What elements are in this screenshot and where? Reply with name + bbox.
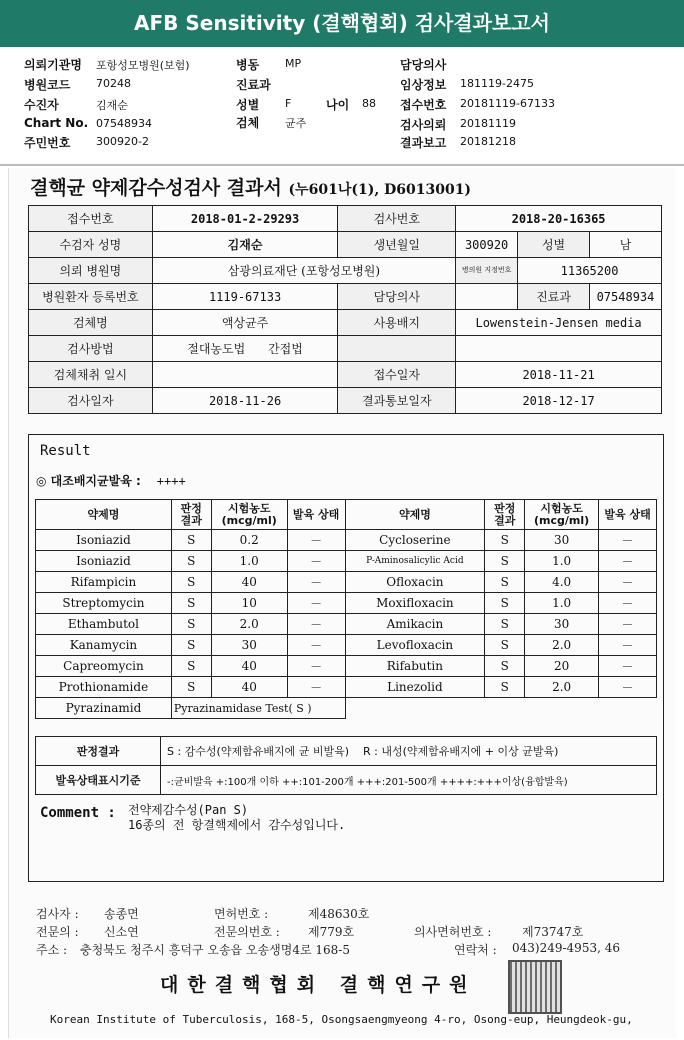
method-cell [152,336,338,362]
left-judge-cell: S [171,572,211,593]
dept-doc: 07548934 [589,284,661,310]
notify-date: 2018-12-17 [456,388,662,414]
right-growth-cell: － [599,572,657,593]
control-growth-label: ◎ 대조배지균발육 : [36,474,141,488]
address: 충청북도 청주시 흥덕구 오송읍 오송생명4로 168-5 [80,943,350,957]
sex-label: 성별 [236,98,260,112]
left-growth-cell: － [287,614,345,635]
receipt-no: 2018-01-2-29293 [152,206,338,232]
right-judge-cell: S [485,635,525,656]
comment-label: Comment : [40,805,116,821]
table-row [29,284,662,310]
doctor-doc [456,284,518,310]
left-judge-cell: S [171,530,211,551]
specialist-no-label: 전문의번호 : [214,925,280,939]
doctor-label-doc: 담당의사 [338,284,456,310]
medium-label: 사용배지 [338,310,456,336]
right-growth-cell: － [599,530,657,551]
name-label: 수검자 성명 [29,232,153,258]
left-judge-cell: S [171,551,211,572]
age-label: 나이 [326,98,350,112]
method-indirect: 간접법 [268,342,303,356]
specialist-label: 전문의 : [36,925,79,939]
received-date: 2018-11-21 [456,362,662,388]
comment-line-1: 전약제감수성(Pan S) [128,803,249,817]
header-judge-2: 판정 결과 [485,500,525,530]
control-growth [36,472,186,489]
right-conc-cell: 2.0 [525,677,599,698]
notify-label: 결과통보일자 [338,388,456,414]
table-header-row [36,500,657,530]
table-row [36,530,657,551]
right-conc-cell: 1.0 [525,551,599,572]
right-growth-cell: － [599,656,657,677]
specimen-info-table [28,205,662,414]
comment-text [128,803,345,833]
right-judge-cell: S [485,530,525,551]
dept-label-doc: 진료과 [518,284,590,310]
drug-rows [36,530,657,698]
legend-table [35,736,657,795]
judge-legend-s: S : 감수성(약제함유배지에 균 비발육) [167,745,350,758]
report-date-value: 20181218 [460,135,516,148]
institute-name: 대한결핵협회 결핵연구원 [160,974,477,996]
header-judge: 판정 결과 [171,500,211,530]
request-value: 20181119 [460,117,516,130]
clinical-label: 임상정보 [400,78,447,92]
patient-value: 김재순 [96,99,128,112]
right-judge-cell: S [485,572,525,593]
left-growth-cell: － [287,530,345,551]
table-row [29,258,662,284]
table-row [29,232,662,258]
table-row [36,572,657,593]
reg-no: 1119-67133 [152,284,338,310]
method-absolute: 절대농도법 [187,342,246,356]
sex-doc: 남 [589,232,661,258]
test-no-label: 검사번호 [338,206,456,232]
left-drug-cell: Streptomycin [36,593,172,614]
collect-date [152,362,338,388]
right-growth-cell: － [599,677,657,698]
left-conc-cell: 10 [211,593,287,614]
right-drug-cell: Moxifloxacin [345,593,485,614]
receipt-no-label: 접수번호 [29,206,153,232]
examiner: 송종면 [104,907,139,921]
patient-label: 수진자 [24,98,59,112]
header-drug-2: 약제명 [345,500,485,530]
left-drug-cell: Isoniazid [36,530,172,551]
header-conc-2: 시험농도 (mcg/ml) [525,500,599,530]
right-conc-cell: 2.0 [525,635,599,656]
table-row [36,677,657,698]
patient-info-panel [0,52,684,162]
left-conc-cell: 40 [211,677,287,698]
left-conc-cell: 1.0 [211,551,287,572]
examiner-label: 검사자 : [36,907,79,921]
test-date: 2018-11-26 [152,388,338,414]
designated-label: 병의원 지정번호 [456,258,518,284]
table-row [29,336,662,362]
rrn-value: 300920-2 [96,135,149,148]
section-divider [0,164,684,166]
growth-legend-label: 발육상태표시기준 [36,766,161,795]
license-label: 면허번호 : [214,907,269,921]
susceptibility-table [35,499,657,719]
report-date-label: 결과보고 [400,136,447,150]
right-conc-cell: 1.0 [525,593,599,614]
right-growth-cell: － [599,635,657,656]
doctor-label: 담당의사 [400,58,447,72]
left-conc-cell: 40 [211,572,287,593]
left-growth-cell: － [287,635,345,656]
dob-label: 생년월일 [338,232,456,258]
table-row [36,635,657,656]
right-drug-cell: Cycloserine [345,530,485,551]
table-row [29,362,662,388]
left-judge-cell: S [171,593,211,614]
report-header [0,0,684,47]
right-judge-cell: S [485,551,525,572]
code-value: 70248 [96,77,131,90]
patient-name: 김재순 [152,232,338,258]
specimen-name-label: 검체명 [29,310,153,336]
left-growth-cell: － [287,572,345,593]
pyrazinamid-row [36,698,657,719]
hospital-value: 포항성모병원(보험) [96,59,190,72]
dept-label: 진료과 [236,78,271,92]
test-date-label: 검사일자 [29,388,153,414]
right-drug-cell: Ofloxacin [345,572,485,593]
right-conc-cell: 30 [525,530,599,551]
accession-value: 20181119-67133 [460,97,555,110]
md-license: 제73747호 [522,925,584,939]
address-label: 주소 : [36,943,68,957]
header-growth-2: 발육 상태 [599,500,657,530]
left-drug-cell: Prothionamide [36,677,172,698]
right-drug-cell: Linezolid [345,677,485,698]
collect-label: 검체채취 일시 [29,362,153,388]
header-conc: 시험농도 (mcg/ml) [211,500,287,530]
document-code: (누601나(1), D6013001) [288,182,472,198]
specimen-name: 액상균주 [152,310,338,336]
left-drug-cell: Isoniazid [36,551,172,572]
table-row [29,388,662,414]
report-title: AFB Sensitivity (결핵협회) 검사결과보고서 [134,11,550,35]
hospital-name-label: 의뢰 병원명 [29,258,153,284]
judge-legend-cell [161,737,657,766]
left-drug-cell: Rifampicin [36,572,172,593]
left-drug-cell: Capreomycin [36,656,172,677]
right-conc-cell: 20 [525,656,599,677]
empty-label [338,336,456,362]
right-conc-cell: 4.0 [525,572,599,593]
left-drug-cell: Kanamycin [36,635,172,656]
left-conc-cell: 30 [211,635,287,656]
official-seal [508,960,562,1014]
table-row [36,737,657,766]
clinical-value: 181119-2475 [460,77,534,90]
table-row [36,593,657,614]
chart-value: 07548934 [96,117,152,130]
accession-label: 접수번호 [400,98,447,112]
license: 제48630호 [308,907,370,921]
right-drug-cell: P-Aminosalicylic Acid [345,551,485,572]
specimen-value: 균주 [285,117,307,130]
test-no: 2018-20-16365 [456,206,662,232]
comment-line-2: 16종의 전 항결핵제에서 감수성입니다. [128,818,346,832]
right-drug-cell: Rifabutin [345,656,485,677]
table-row [36,766,657,795]
left-judge-cell: S [171,635,211,656]
right-growth-cell: － [599,593,657,614]
method-label: 검사방법 [29,336,153,362]
pyrazinamid-drug: Pyrazinamid [36,698,172,719]
left-conc-cell: 2.0 [211,614,287,635]
left-growth-cell: － [287,656,345,677]
medium: Lowenstein-Jensen media [456,310,662,336]
specialist: 신소연 [104,925,139,939]
code-label: 병원코드 [24,78,71,92]
header-growth: 발육 상태 [287,500,345,530]
designated-no: 11365200 [518,258,662,284]
table-row [29,206,662,232]
specimen-label: 검체 [236,116,260,130]
ward-label: 병동 [236,58,260,72]
table-row [29,310,662,336]
age-value: 88 [362,97,376,110]
phone-label: 연락처 : [454,943,497,957]
left-conc-cell: 0.2 [211,530,287,551]
document-title-text: 결핵균 약제감수성검사 결과서 [30,177,282,199]
right-growth-cell: － [599,614,657,635]
right-judge-cell: S [485,593,525,614]
left-growth-cell: － [287,593,345,614]
right-judge-cell: S [485,614,525,635]
right-drug-cell: Levofloxacin [345,635,485,656]
left-conc-cell: 40 [211,656,287,677]
judge-legend-label: 판정결과 [36,737,161,766]
empty-cell [456,336,662,362]
right-drug-cell: Amikacin [345,614,485,635]
phone: 043)249-4953, 46 [512,941,620,955]
document-title [30,173,471,200]
hospital-label: 의뢰기관명 [24,58,82,72]
left-judge-cell: S [171,614,211,635]
dob: 300920 [456,232,518,258]
empty-cell [345,698,657,719]
left-judge-cell: S [171,677,211,698]
table-row [36,551,657,572]
judge-legend-r: R : 내성(약제함유배지에 + 이상 균발육) [363,745,559,758]
ward-value: MP [285,57,302,70]
hospital-name: 삼광의료재단 (포항성모병원) [152,258,455,284]
left-growth-cell: － [287,677,345,698]
result-title: Result [40,443,91,459]
sex-label-doc: 성별 [518,232,590,258]
received-label: 접수일자 [338,362,456,388]
right-judge-cell: S [485,656,525,677]
growth-legend-text: -:균비발육 +:100개 이하 ++:101-200개 +++:201-500개 ++++:+++이상(융합발육) [161,766,657,795]
specialist-no: 제779호 [308,925,355,939]
left-drug-cell: Ethambutol [36,614,172,635]
left-judge-cell: S [171,656,211,677]
table-row [36,614,657,635]
request-label: 검사의뢰 [400,118,447,132]
table-row [36,656,657,677]
right-judge-cell: S [485,677,525,698]
control-growth-value: ++++ [156,474,186,488]
left-growth-cell: － [287,551,345,572]
pyrazinamid-test: Pyrazinamidase Test( S ) [171,698,345,719]
header-drug: 약제명 [36,500,172,530]
md-license-label: 의사면허번호 : [414,925,492,939]
rrn-label: 주민번호 [24,136,71,150]
right-growth-cell: － [599,551,657,572]
sex-value: F [285,97,292,110]
reg-no-label: 병원환자 등록번호 [29,284,153,310]
right-conc-cell: 30 [525,614,599,635]
chart-label: Chart No. [24,116,89,130]
institute-english: Korean Institute of Tuberculosis, 168-5, Osongsaengmyeong 4-ro, Osong-eup, Heungdeok-gu, [50,1013,633,1026]
